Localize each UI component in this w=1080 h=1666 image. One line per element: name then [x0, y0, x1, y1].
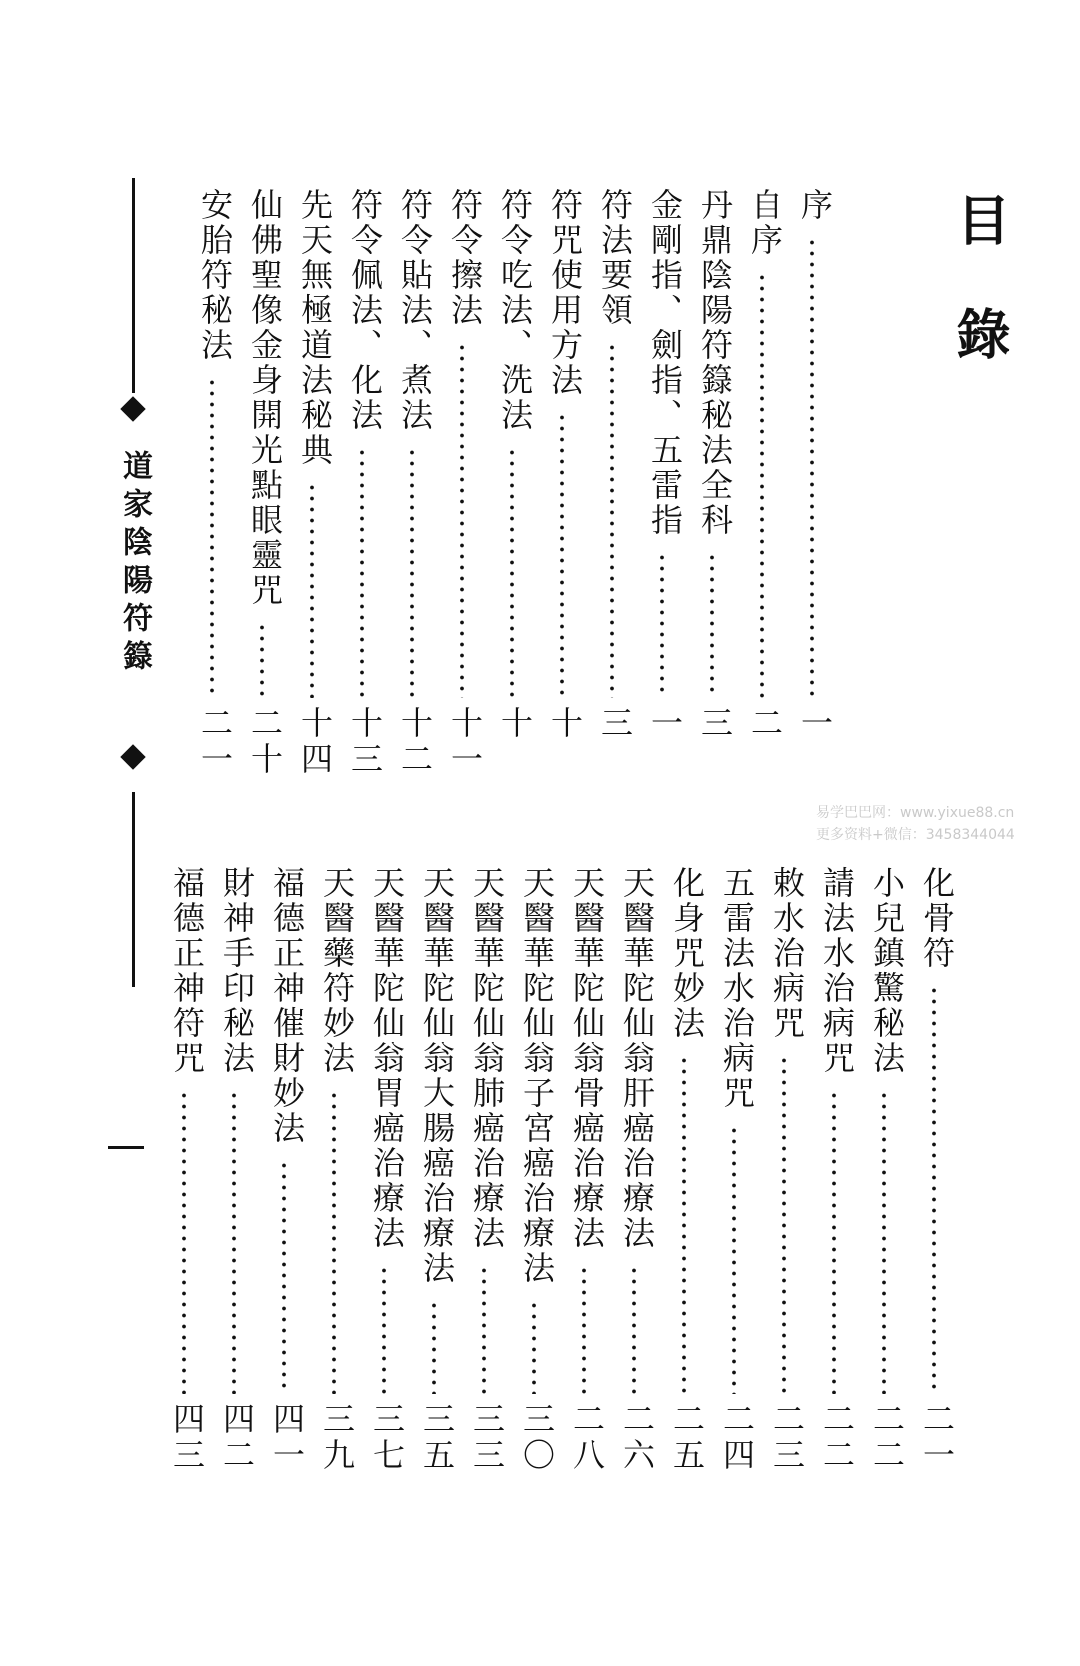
toc-entry-page: 三九 — [318, 1402, 356, 1474]
toc-entry-page: 三五 — [418, 1402, 456, 1474]
toc-dot-leader — [308, 482, 316, 698]
toc-entry-title: 安胎符秘法 — [196, 188, 234, 363]
toc-entry — [690, 188, 740, 790]
toc-entry-title: 財神手印秘法 — [218, 866, 256, 1076]
toc-entry — [812, 866, 862, 1486]
toc-entry — [662, 866, 712, 1486]
toc-entry-title: 請法水治病咒 — [818, 866, 856, 1076]
spine-rule-bottom — [132, 792, 135, 987]
toc-entry — [590, 188, 640, 790]
toc-dot-leader — [230, 1090, 238, 1394]
toc-entry — [340, 188, 390, 790]
toc-dot-leader — [580, 1265, 588, 1394]
toc-entry-title: 符令佩法、化法 — [346, 188, 384, 433]
toc-entry-title: 天醫華陀仙翁子宮癌治療法 — [518, 866, 556, 1286]
toc-entry — [862, 866, 912, 1486]
toc-entry — [790, 188, 840, 790]
toc-dot-leader — [558, 412, 566, 698]
watermark — [816, 802, 1056, 846]
toc-dot-leader — [758, 272, 766, 698]
toc-dot-leader — [708, 552, 716, 698]
toc-entry-title: 序 — [796, 188, 834, 223]
toc-entry — [712, 866, 762, 1486]
toc-entry-title: 小兒鎮驚秘法 — [868, 866, 906, 1076]
toc-entry — [562, 866, 612, 1486]
toc-entry-page: 二二 — [818, 1402, 856, 1474]
toc-dot-leader — [808, 237, 816, 698]
toc-entry-title: 化骨符 — [918, 866, 956, 971]
toc-dot-leader — [658, 552, 666, 698]
toc-entry-title: 天醫藥符妙法 — [318, 866, 356, 1076]
toc-dot-leader — [358, 447, 366, 698]
toc-entry — [312, 866, 362, 1486]
toc-entry-page: 十一 — [446, 706, 484, 778]
toc-entry-title: 自序 — [746, 188, 784, 258]
toc-dot-leader — [830, 1090, 838, 1394]
toc-entry — [412, 866, 462, 1486]
toc-dot-leader — [408, 447, 416, 698]
toc-entry-page: 十 — [496, 706, 534, 742]
toc-entry-title: 金剛指、劍指、五雷指 — [646, 188, 684, 538]
toc-entry — [190, 188, 240, 790]
toc-entry-page: 三 — [696, 706, 734, 742]
toc-entry — [462, 866, 512, 1486]
page-title: 目錄 — [948, 192, 1012, 420]
toc-dot-leader — [630, 1265, 638, 1394]
toc-dot-leader — [258, 622, 266, 698]
toc-dot-leader — [180, 1090, 188, 1394]
toc-entry — [390, 188, 440, 790]
toc-entry-page: 十四 — [296, 706, 334, 778]
toc-dot-leader — [480, 1265, 488, 1394]
toc-entry-page: 十 — [546, 706, 584, 742]
toc-entry — [612, 866, 662, 1486]
toc-entry-title: 符令貼法、煮法 — [396, 188, 434, 433]
toc-dot-leader — [208, 377, 216, 698]
toc-entry — [212, 866, 262, 1486]
toc-dot-leader — [458, 342, 466, 698]
toc-dot-leader — [280, 1160, 288, 1394]
spine-diamond-icon — [120, 744, 145, 769]
toc-entry-page: 二六 — [618, 1402, 656, 1474]
toc-dot-leader — [680, 1055, 688, 1394]
spine-diamond-icon — [120, 396, 145, 421]
toc-entry-page: 二四 — [718, 1402, 756, 1474]
toc-entry-title: 符令擦法 — [446, 188, 484, 328]
toc-entry-page: 三 — [596, 706, 634, 742]
toc-entry — [362, 866, 412, 1486]
toc-entry-page: 二八 — [568, 1402, 606, 1474]
toc-entry — [262, 866, 312, 1486]
toc-dot-leader — [608, 342, 616, 698]
toc-entry-page: 四二 — [218, 1402, 256, 1474]
toc-entry-page: 四一 — [268, 1402, 306, 1474]
toc-entry — [640, 188, 690, 790]
toc-entry-title: 天醫華陀仙翁大腸癌治療法 — [418, 866, 456, 1286]
toc-dot-leader — [380, 1265, 388, 1394]
toc-entry-page: 一 — [796, 706, 834, 742]
toc-dot-leader — [330, 1090, 338, 1394]
toc-entry-page: 十三 — [346, 706, 384, 778]
toc-dot-leader — [530, 1300, 538, 1394]
toc-entry — [240, 188, 290, 790]
folio-number — [108, 1146, 144, 1149]
toc-entry-page: 二二 — [868, 1402, 906, 1474]
toc-entry-title: 天醫華陀仙翁肝癌治療法 — [618, 866, 656, 1251]
toc-entry-title: 符法要領 — [596, 188, 634, 328]
toc-entry-title: 天醫華陀仙翁骨癌治療法 — [568, 866, 606, 1251]
toc-entry-page: 二十 — [246, 706, 284, 778]
toc-entry-page: 二三 — [768, 1402, 806, 1474]
toc-entry-title: 敕水治病咒 — [768, 866, 806, 1041]
toc-entry — [490, 188, 540, 790]
toc-entry-title: 符令吃法、洗法 — [496, 188, 534, 433]
toc-entry — [740, 188, 790, 790]
toc-entry-page: 四三 — [168, 1402, 206, 1474]
spine-title: 道家陰陽符籙 — [117, 450, 152, 678]
toc-entry-title: 五雷法水治病咒 — [718, 866, 756, 1111]
toc-entry-page: 二五 — [668, 1402, 706, 1474]
toc-dot-leader — [430, 1300, 438, 1394]
toc-entry-page: 二一 — [196, 706, 234, 778]
toc-entry-title: 仙佛聖像金身開光點眼靈咒 — [246, 188, 284, 608]
watermark-line-1: 易学巴巴网：www.yixue88.cn — [816, 805, 1015, 821]
toc-entry-title: 天醫華陀仙翁肺癌治療法 — [468, 866, 506, 1251]
toc-entry — [440, 188, 490, 790]
toc-entry — [290, 188, 340, 790]
toc-entry-title: 丹鼎陰陽符籙秘法全科 — [696, 188, 734, 538]
toc-dot-leader — [730, 1125, 738, 1394]
toc-entry-title: 福德正神符咒 — [168, 866, 206, 1076]
toc-entry-title: 福德正神催財妙法 — [268, 866, 306, 1146]
toc-entry — [540, 188, 590, 790]
toc-entry-title: 符咒使用方法 — [546, 188, 584, 398]
toc-dot-leader — [930, 985, 938, 1394]
toc-entry-title: 化身咒妙法 — [668, 866, 706, 1041]
toc-entry-page: 二一 — [918, 1402, 956, 1474]
toc-entry — [162, 866, 212, 1486]
toc-entry-title: 先天無極道法秘典 — [296, 188, 334, 468]
toc-dot-leader — [508, 447, 516, 698]
toc-entry — [512, 866, 562, 1486]
watermark-line-2: 更多资料+微信：3458344044 — [816, 827, 1015, 843]
toc-entry-page: 二 — [746, 706, 784, 742]
toc-dot-leader — [880, 1090, 888, 1394]
toc-entry-title: 天醫華陀仙翁胃癌治療法 — [368, 866, 406, 1251]
toc-entry-page: 三三 — [468, 1402, 506, 1474]
spine-rule-top — [132, 178, 135, 393]
toc-dot-leader — [780, 1055, 788, 1394]
toc-entry — [912, 866, 962, 1486]
toc-entry-page: 三〇 — [518, 1402, 556, 1474]
toc-entry-page: 三七 — [368, 1402, 406, 1474]
toc-entry — [762, 866, 812, 1486]
toc-entry-page: 一 — [646, 706, 684, 742]
toc-entry-page: 十二 — [396, 706, 434, 778]
